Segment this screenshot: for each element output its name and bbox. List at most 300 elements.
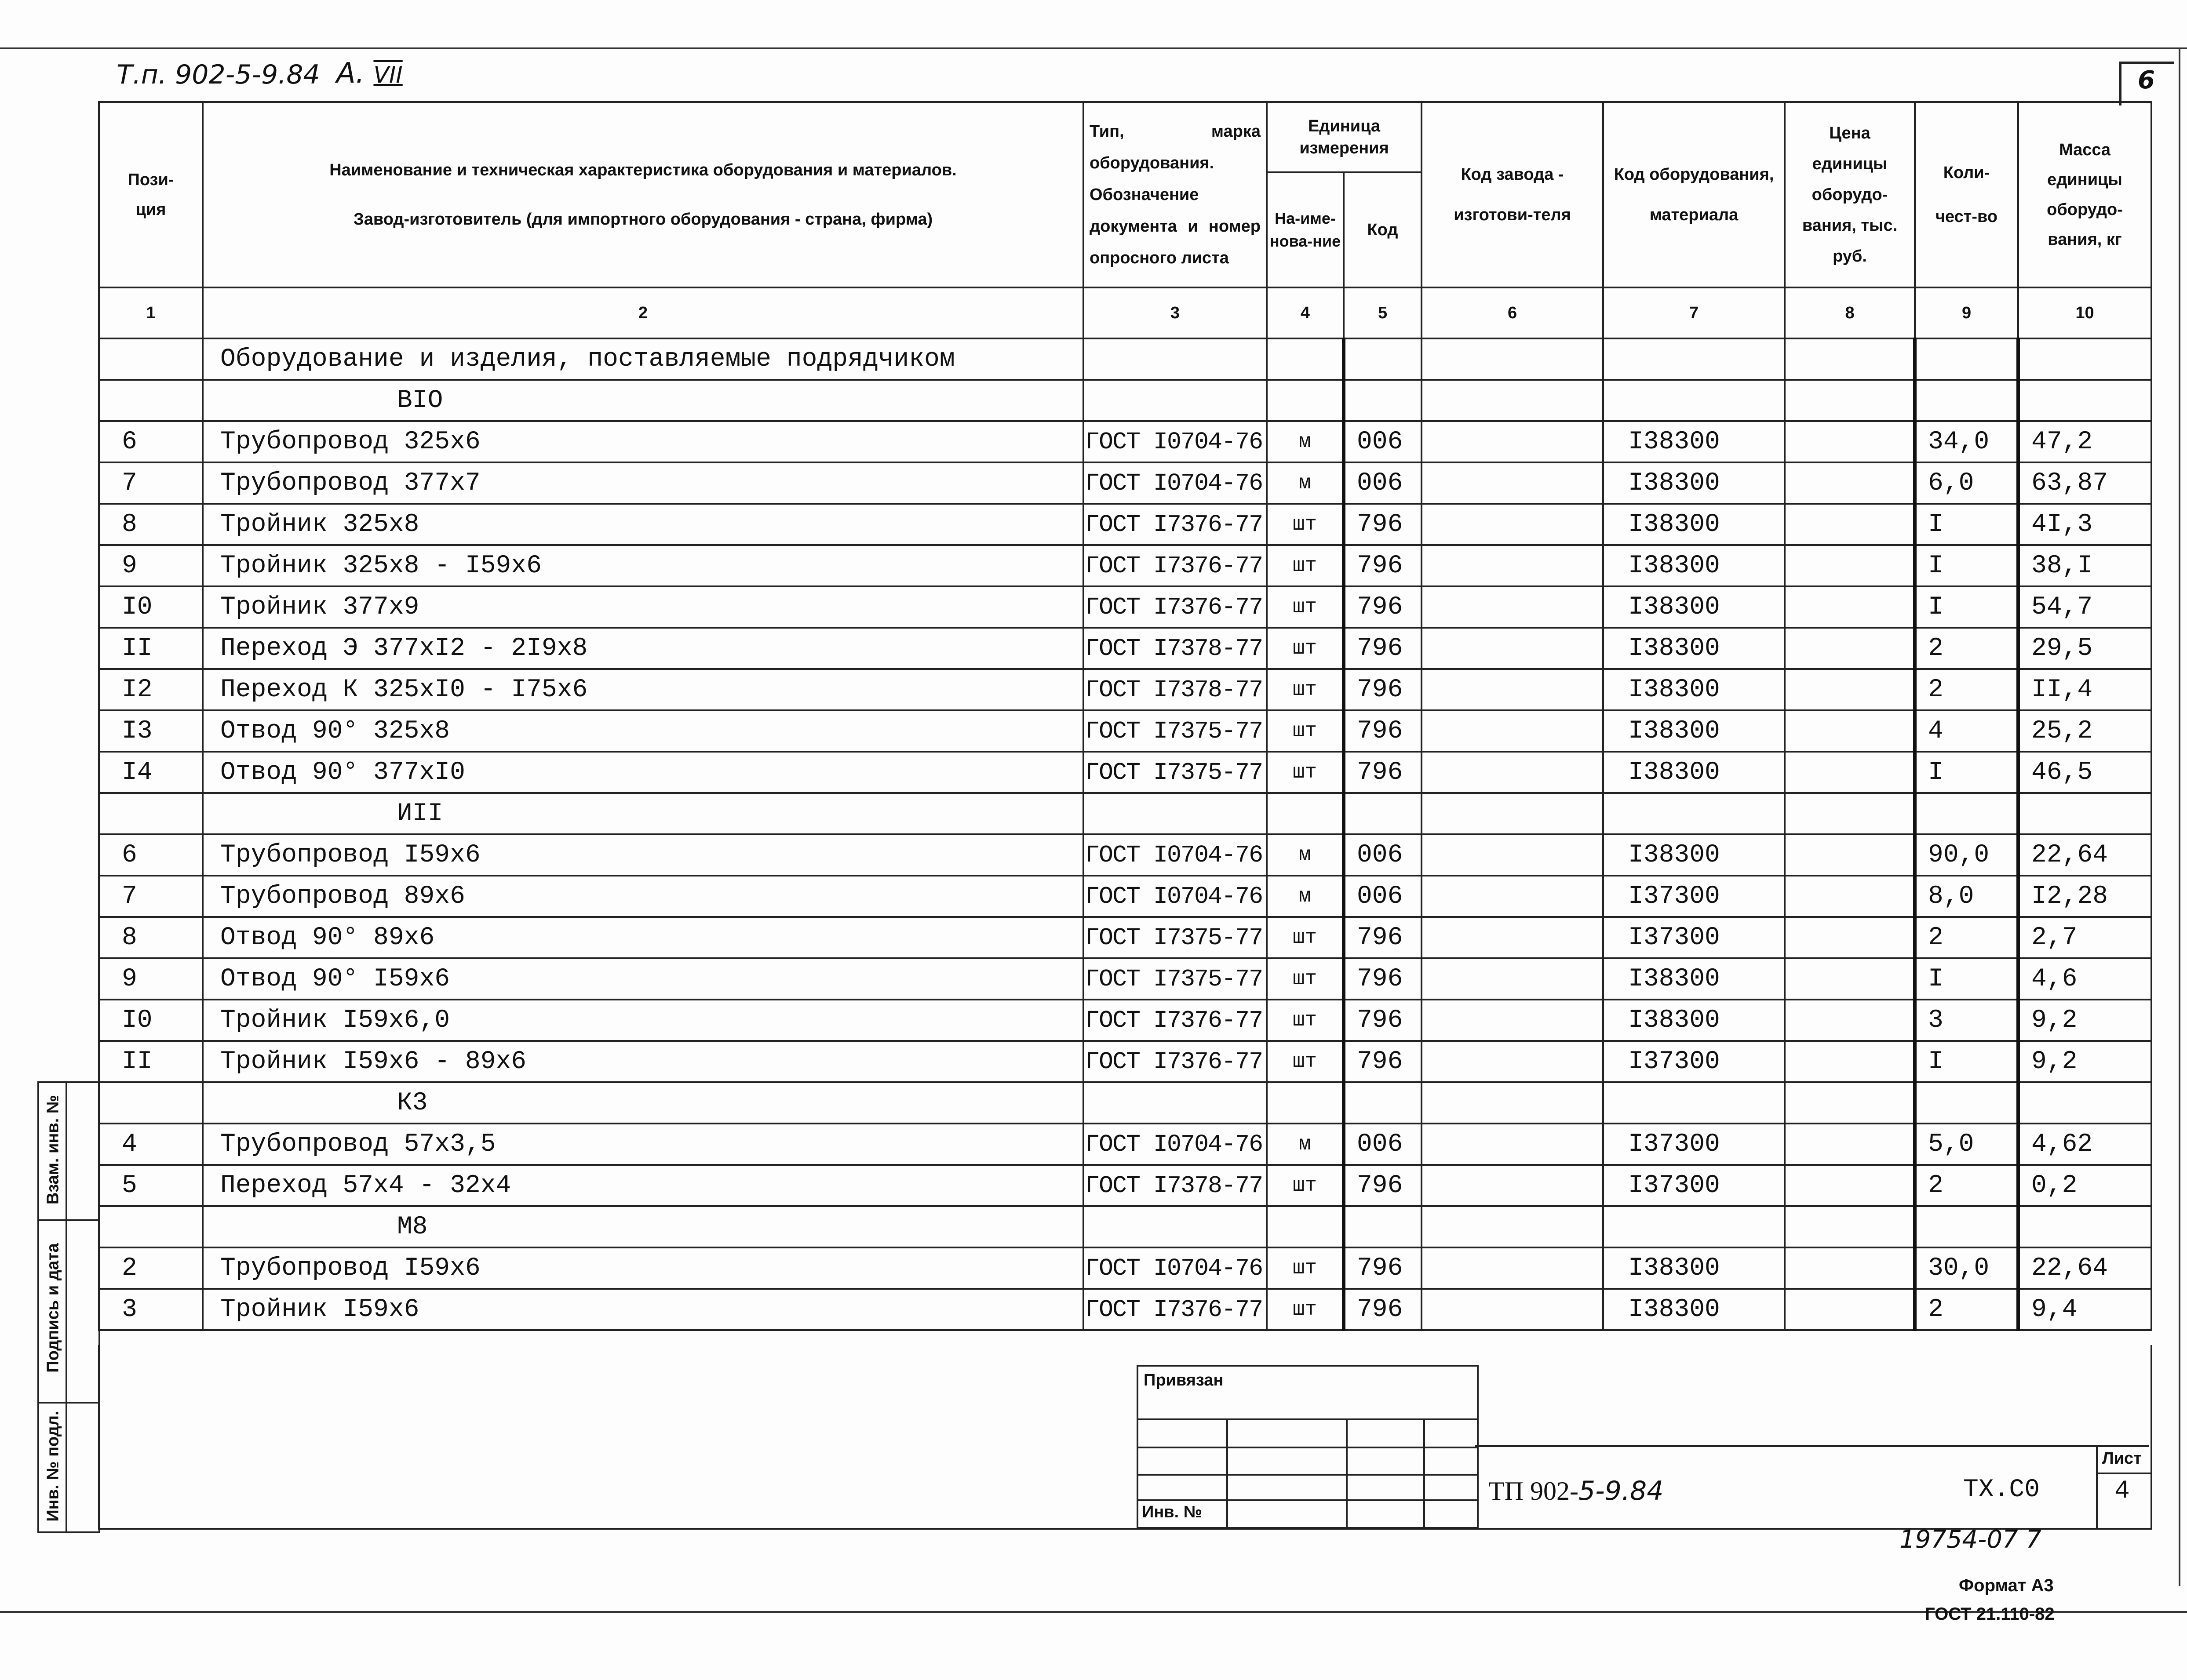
album-letter: А. (336, 57, 365, 90)
page-corner-number: 6 (2138, 66, 2155, 95)
cell-position: 5 (99, 1165, 203, 1206)
cell-price (1785, 1289, 1915, 1330)
cell-position: I2 (99, 669, 203, 710)
cell-price (1785, 834, 1915, 876)
cell-unit-code: 796 (1344, 917, 1422, 958)
cell-mass: 4I,3 (2018, 504, 2151, 545)
cell-unit-code: 006 (1344, 421, 1422, 462)
table-row (99, 917, 2151, 958)
stamp-code: ТХ.С0 (1963, 1476, 2040, 1504)
cell-factory-code (1422, 628, 1603, 669)
cell-price (1785, 793, 1915, 834)
cell-mass: 0,2 (2018, 1165, 2151, 1206)
title-stamp (1475, 1445, 2149, 1528)
cell-unit-code: 796 (1344, 586, 1422, 628)
header-quantity: Коли-чест-во (1915, 102, 2018, 287)
cell-unit-name: шт (1267, 586, 1344, 628)
cell-price (1785, 917, 1915, 958)
cell-unit-code: 006 (1344, 876, 1422, 917)
cell-unit-name: шт (1267, 504, 1344, 545)
cell-position: 7 (99, 462, 203, 504)
album-number: VII (373, 62, 403, 88)
column-number: 8 (1785, 287, 1915, 338)
sheet-number: 4 (2114, 1477, 2130, 1505)
subsection-row (99, 793, 2151, 834)
cell-unit-name: шт (1267, 545, 1344, 586)
cell-position: I0 (99, 1000, 203, 1041)
cell-document: ГОСТ I7375-77 (1083, 958, 1267, 1000)
cell-quantity: 2 (1915, 669, 2018, 710)
cell-factory-code (1422, 462, 1603, 504)
cell-unit-code: 796 (1344, 1041, 1422, 1082)
cell-equipment-code: I38300 (1603, 1000, 1785, 1041)
cell-document: ГОСТ I0704-76 (1083, 1247, 1267, 1289)
cell-mass: 4,6 (2018, 958, 2151, 1000)
cell-factory-code (1422, 958, 1603, 1000)
cell-position: 7 (99, 876, 203, 917)
bottom-border-line (0, 1611, 2187, 1613)
cell-name: Трубопровод 377х7 (203, 462, 1083, 504)
cell-unit-name: шт (1267, 1165, 1344, 1206)
cell-name: Трубопровод 89х6 (203, 876, 1083, 917)
cell-quantity: I (1915, 545, 2018, 586)
cell-position (99, 1082, 203, 1124)
cell-unit-code (1344, 1082, 1422, 1124)
cell-quantity: I (1915, 504, 2018, 545)
stamp-project (1488, 1476, 1663, 1506)
cell-document: ГОСТ I7375-77 (1083, 710, 1267, 752)
header-unit-code: Код (1344, 172, 1422, 287)
cell-unit-name (1267, 1206, 1344, 1247)
cell-factory-code (1422, 504, 1603, 545)
column-number: 7 (1603, 287, 1785, 338)
cell-unit-code (1344, 793, 1422, 834)
top-border-line (0, 47, 2187, 49)
cell-position (99, 380, 203, 421)
cell-document: ГОСТ I7375-77 (1083, 917, 1267, 958)
cell-factory-code (1422, 1289, 1603, 1330)
subsection-title: BIO (203, 380, 1083, 421)
cell-mass: 2,7 (2018, 917, 2151, 958)
cell-mass: I2,28 (2018, 876, 2151, 917)
cell-unit-name: шт (1267, 1000, 1344, 1041)
cell-unit-code: 796 (1344, 628, 1422, 669)
sheet-box (2096, 1447, 2151, 1528)
cell-unit-name (1267, 380, 1344, 421)
cell-unit-code (1344, 1206, 1422, 1247)
cell-unit-code: 796 (1344, 1000, 1422, 1041)
table-row (99, 421, 2151, 462)
cell-mass (2018, 793, 2151, 834)
cell-mass: 47,2 (2018, 421, 2151, 462)
format-label: Формат А3 (1959, 1576, 2054, 1595)
cell-price (1785, 545, 1915, 586)
cell-mass: 9,4 (2018, 1289, 2151, 1330)
cell-mass: 22,64 (2018, 1247, 2151, 1289)
cell-position: II (99, 1041, 203, 1082)
binding-block (1137, 1365, 1479, 1529)
cell-mass: 9,2 (2018, 1041, 2151, 1082)
cell-equipment-code: I37300 (1603, 876, 1785, 917)
cell-equipment-code: I37300 (1603, 1041, 1785, 1082)
cell-factory-code (1422, 834, 1603, 876)
cell-factory-code (1422, 876, 1603, 917)
cell-price (1785, 504, 1915, 545)
cell-position: 6 (99, 421, 203, 462)
column-number: 6 (1422, 287, 1603, 338)
cell-mass: 22,64 (2018, 834, 2151, 876)
cell-quantity: 5,0 (1915, 1124, 2018, 1165)
cell-unit-code: 796 (1344, 752, 1422, 793)
sheet-label: Лист (2102, 1449, 2142, 1468)
cell-document: ГОСТ I7376-77 (1083, 545, 1267, 586)
cell-equipment-code (1603, 338, 1785, 380)
stamp-project-number: 5-9.84 (1578, 1476, 1664, 1506)
cell-quantity: 2 (1915, 1289, 2018, 1330)
cell-price (1785, 462, 1915, 504)
cell-position (99, 1206, 203, 1247)
cell-document: ГОСТ I0704-76 (1083, 876, 1267, 917)
cell-equipment-code: I38300 (1603, 669, 1785, 710)
cell-equipment-code (1603, 380, 1785, 421)
table-row (99, 462, 2151, 504)
cell-factory-code (1422, 793, 1603, 834)
section-title: Оборудование и изделия, поставляемые подрядчиком (203, 338, 1083, 380)
binding-title: Привязан (1144, 1371, 1224, 1389)
cell-factory-code (1422, 421, 1603, 462)
cell-quantity (1915, 793, 2018, 834)
cell-position: 8 (99, 504, 203, 545)
cell-document (1083, 1206, 1267, 1247)
cell-position: 3 (99, 1289, 203, 1330)
cell-quantity: 2 (1915, 1165, 2018, 1206)
column-number: 10 (2018, 287, 2151, 338)
cell-document: ГОСТ I7376-77 (1083, 504, 1267, 545)
cell-quantity: 90,0 (1915, 834, 2018, 876)
cell-name: Тройник I59х6,0 (203, 1000, 1083, 1041)
cell-position (99, 338, 203, 380)
table-row (99, 504, 2151, 545)
cell-unit-code: 796 (1344, 958, 1422, 1000)
column-number: 3 (1083, 287, 1267, 338)
table-row (99, 752, 2151, 793)
cell-unit-name: шт (1267, 752, 1344, 793)
cell-factory-code (1422, 338, 1603, 380)
cell-equipment-code: I38300 (1603, 628, 1785, 669)
cell-name: Тройник 325х8 (203, 504, 1083, 545)
cell-unit-code: 796 (1344, 1165, 1422, 1206)
cell-factory-code (1422, 752, 1603, 793)
cell-name: Трубопровод 325х6 (203, 421, 1083, 462)
cell-name: Переход К 325хI0 - I75х6 (203, 669, 1083, 710)
cell-document (1083, 793, 1267, 834)
cell-price (1785, 1000, 1915, 1041)
cell-position: I4 (99, 752, 203, 793)
table-row (99, 834, 2151, 876)
cell-mass: 38,I (2018, 545, 2151, 586)
cell-mass: 25,2 (2018, 710, 2151, 752)
column-number: 2 (203, 287, 1083, 338)
cell-price (1785, 876, 1915, 917)
cell-equipment-code (1603, 793, 1785, 834)
cell-factory-code (1422, 1041, 1603, 1082)
cell-factory-code (1422, 1165, 1603, 1206)
side-stamp-vzam: Взам. инв. № (44, 1095, 62, 1205)
cell-quantity (1915, 338, 2018, 380)
side-stamp-inv: Инв. № подл. (44, 1411, 62, 1522)
cell-factory-code (1422, 1082, 1603, 1124)
header-name-line2: Завод-изготовитель (для импортного оборудования - страна, фирма) (353, 210, 933, 229)
cell-equipment-code: I38300 (1603, 586, 1785, 628)
cell-quantity: I (1915, 586, 2018, 628)
cell-equipment-code: I38300 (1603, 504, 1785, 545)
cell-price (1785, 421, 1915, 462)
cell-name: Трубопровод 57х3,5 (203, 1124, 1083, 1165)
cell-mass (2018, 338, 2151, 380)
cell-factory-code (1422, 1206, 1603, 1247)
cell-unit-name: м (1267, 421, 1344, 462)
specification-table (98, 101, 2152, 1331)
cell-equipment-code: I37300 (1603, 917, 1785, 958)
cell-document (1083, 338, 1267, 380)
header-unit-name: На-име-нова-ние (1267, 172, 1344, 287)
subsection-row (99, 1082, 2151, 1124)
cell-unit-name (1267, 793, 1344, 834)
cell-position: 4 (99, 1124, 203, 1165)
cell-mass (2018, 1082, 2151, 1124)
cell-name: Трубопровод I59х6 (203, 1247, 1083, 1289)
cell-price (1785, 958, 1915, 1000)
specification-body (99, 338, 2151, 1330)
table-row (99, 1289, 2151, 1330)
cell-unit-code: 006 (1344, 462, 1422, 504)
cell-unit-code: 796 (1344, 710, 1422, 752)
cell-price (1785, 1041, 1915, 1082)
table-row (99, 628, 2151, 669)
cell-unit-name: шт (1267, 1041, 1344, 1082)
cell-position: I3 (99, 710, 203, 752)
section-row (99, 338, 2151, 380)
cell-factory-code (1422, 1000, 1603, 1041)
cell-name: Тройник 377х9 (203, 586, 1083, 628)
cell-factory-code (1422, 545, 1603, 586)
cell-name: Переход 57х4 - 32х4 (203, 1165, 1083, 1206)
cell-name: Трубопровод I59х6 (203, 834, 1083, 876)
subsection-title: М8 (203, 1206, 1083, 1247)
header-price: Цена единицы оборудо-вания, тыс. руб. (1785, 102, 1915, 287)
stamp-project-prefix: ТП 902- (1488, 1476, 1578, 1505)
cell-factory-code (1422, 710, 1603, 752)
column-number: 9 (1915, 287, 2018, 338)
cell-factory-code (1422, 917, 1603, 958)
cell-name: Тройник I59х6 (203, 1289, 1083, 1330)
cell-unit-name: шт (1267, 1247, 1344, 1289)
binding-inv-label: Инв. № (1142, 1503, 1203, 1521)
cell-document: ГОСТ I0704-76 (1083, 1124, 1267, 1165)
cell-position: 9 (99, 958, 203, 1000)
cell-equipment-code: I38300 (1603, 958, 1785, 1000)
cell-mass: II,4 (2018, 669, 2151, 710)
cell-unit-code: 006 (1344, 834, 1422, 876)
cell-quantity (1915, 1082, 2018, 1124)
cell-position: I0 (99, 586, 203, 628)
header-name-line1: Наименование и техническая характеристика оборудования и материалов. (329, 161, 957, 179)
cell-unit-name: м (1267, 834, 1344, 876)
cell-factory-code (1422, 669, 1603, 710)
cell-document: ГОСТ I7375-77 (1083, 752, 1267, 793)
side-stamp-podpis: Подпись и дата (44, 1243, 62, 1373)
column-numbers-row (99, 287, 2151, 338)
cell-equipment-code (1603, 1206, 1785, 1247)
cell-position: 8 (99, 917, 203, 958)
cell-quantity: 34,0 (1915, 421, 2018, 462)
cell-unit-name: м (1267, 876, 1344, 917)
cell-unit-name (1267, 338, 1344, 380)
side-stamp (37, 1081, 100, 1533)
cell-price (1785, 1247, 1915, 1289)
cell-unit-name (1267, 1082, 1344, 1124)
table-row (99, 1041, 2151, 1082)
cell-equipment-code: I38300 (1603, 421, 1785, 462)
cell-name: Отвод 90° 377хI0 (203, 752, 1083, 793)
gost-label: ГОСТ 21.110-82 (1925, 1604, 2055, 1624)
cell-unit-code: 796 (1344, 669, 1422, 710)
subsection-row (99, 380, 2151, 421)
table-row (99, 958, 2151, 1000)
cell-mass: 54,7 (2018, 586, 2151, 628)
cell-quantity: 3 (1915, 1000, 2018, 1041)
table-row (99, 1000, 2151, 1041)
table-row (99, 710, 2151, 752)
cell-equipment-code: I38300 (1603, 1289, 1785, 1330)
cell-mass (2018, 1206, 2151, 1247)
cell-mass: 4,62 (2018, 1124, 2151, 1165)
cell-quantity: 2 (1915, 628, 2018, 669)
cell-unit-code: 796 (1344, 1247, 1422, 1289)
cell-equipment-code (1603, 1082, 1785, 1124)
cell-name: Тройник I59х6 - 89х6 (203, 1041, 1083, 1082)
cell-document: ГОСТ I7376-77 (1083, 1000, 1267, 1041)
cell-quantity: I (1915, 752, 2018, 793)
cell-price (1785, 338, 1915, 380)
subsection-row (99, 1206, 2151, 1247)
right-border-line (2179, 47, 2180, 1586)
archive-number: 19754-07 7 (1899, 1525, 2042, 1554)
cell-price (1785, 628, 1915, 669)
cell-unit-name: шт (1267, 710, 1344, 752)
cell-factory-code (1422, 1247, 1603, 1289)
cell-mass: 9,2 (2018, 1000, 2151, 1041)
cell-equipment-code: I38300 (1603, 462, 1785, 504)
column-number: 5 (1344, 287, 1422, 338)
cell-quantity: 4 (1915, 710, 2018, 752)
table-row (99, 669, 2151, 710)
cell-factory-code (1422, 586, 1603, 628)
cell-document (1083, 380, 1267, 421)
cell-equipment-code: I37300 (1603, 1124, 1785, 1165)
cell-mass: 29,5 (2018, 628, 2151, 669)
cell-quantity (1915, 1206, 2018, 1247)
header-unit: Единица измерения (1267, 102, 1422, 172)
cell-quantity: 30,0 (1915, 1247, 2018, 1289)
header-mass: Масса единицы оборудо-вания, кг (2018, 102, 2151, 287)
cell-equipment-code: I38300 (1603, 1247, 1785, 1289)
cell-unit-code: 006 (1344, 1124, 1422, 1165)
cell-mass: 46,5 (2018, 752, 2151, 793)
cell-equipment-code: I38300 (1603, 834, 1785, 876)
document-mark: Т.п. 902-5-9.84 (117, 59, 320, 90)
cell-unit-code (1344, 380, 1422, 421)
cell-price (1785, 752, 1915, 793)
cell-position (99, 793, 203, 834)
cell-position: 6 (99, 834, 203, 876)
cell-price (1785, 1206, 1915, 1247)
cell-name: Отвод 90° 89х6 (203, 917, 1083, 958)
cell-unit-name: шт (1267, 958, 1344, 1000)
column-number: 4 (1267, 287, 1344, 338)
cell-quantity: I (1915, 958, 2018, 1000)
cell-document: ГОСТ I0704-76 (1083, 834, 1267, 876)
cell-name: Отвод 90° 325х8 (203, 710, 1083, 752)
subsection-title: К3 (203, 1082, 1083, 1124)
cell-quantity: 6,0 (1915, 462, 2018, 504)
cell-document: ГОСТ I0704-76 (1083, 421, 1267, 462)
table-row (99, 1247, 2151, 1289)
cell-unit-code (1344, 338, 1422, 380)
table-row (99, 1165, 2151, 1206)
cell-unit-name: м (1267, 1124, 1344, 1165)
cell-price (1785, 586, 1915, 628)
cell-document: ГОСТ I7378-77 (1083, 669, 1267, 710)
header-name (203, 102, 1083, 287)
header-factory-code: Код завода - изготови-теля (1422, 102, 1603, 287)
cell-price (1785, 710, 1915, 752)
cell-document: ГОСТ I7378-77 (1083, 628, 1267, 669)
cell-unit-code: 796 (1344, 1289, 1422, 1330)
cell-unit-code: 796 (1344, 504, 1422, 545)
cell-unit-code: 796 (1344, 545, 1422, 586)
cell-position: II (99, 628, 203, 669)
subsection-title: ИII (203, 793, 1083, 834)
table-row (99, 876, 2151, 917)
cell-unit-name: шт (1267, 917, 1344, 958)
cell-document: ГОСТ I0704-76 (1083, 462, 1267, 504)
header-type: Тип, марка оборудования. Обозначение документа и номер опросного листа (1083, 102, 1267, 287)
cell-unit-name: шт (1267, 669, 1344, 710)
header-equipment-code: Код оборудования, материала (1603, 102, 1785, 287)
column-number: 1 (99, 287, 203, 338)
table-row (99, 545, 2151, 586)
cell-document (1083, 1082, 1267, 1124)
cell-document: ГОСТ I7376-77 (1083, 1289, 1267, 1330)
cell-mass: 63,87 (2018, 462, 2151, 504)
cell-position: 2 (99, 1247, 203, 1289)
cell-position: 9 (99, 545, 203, 586)
album-mark (336, 57, 403, 90)
cell-document: ГОСТ I7376-77 (1083, 1041, 1267, 1082)
cell-name: Тройник 325х8 - I59х6 (203, 545, 1083, 586)
cell-equipment-code: I38300 (1603, 545, 1785, 586)
cell-mass (2018, 380, 2151, 421)
cell-price (1785, 669, 1915, 710)
cell-equipment-code: I38300 (1603, 752, 1785, 793)
cell-unit-name: м (1267, 462, 1344, 504)
cell-price (1785, 1124, 1915, 1165)
cell-quantity: 2 (1915, 917, 2018, 958)
cell-unit-name: шт (1267, 1289, 1344, 1330)
cell-document: ГОСТ I7378-77 (1083, 1165, 1267, 1206)
cell-quantity (1915, 380, 2018, 421)
